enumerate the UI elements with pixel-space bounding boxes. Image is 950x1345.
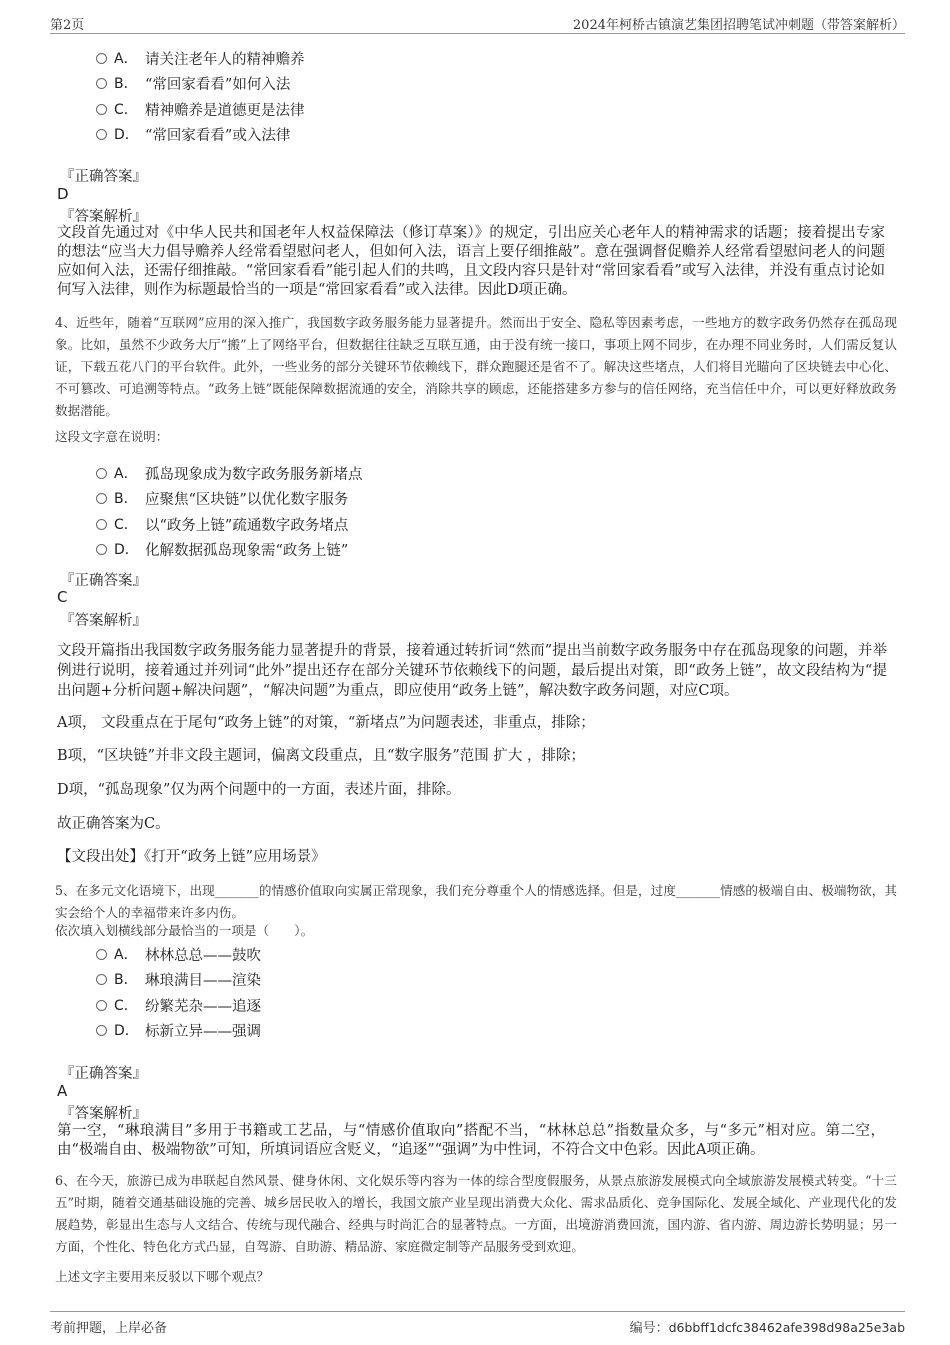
document-title: 2024年柯桥古镇演艺集团招聘笔试冲刺题（带答案解析） <box>572 18 905 33</box>
q3-analysis-label: 『答案解析』 <box>60 209 147 225</box>
q4-source: 【文段出处】《打开“政务上链”应用场景》 <box>57 849 326 865</box>
radio-icon[interactable] <box>96 78 107 89</box>
radio-icon[interactable] <box>96 493 107 504</box>
q6-stem: 6、在今天，旅游已成为串联起自然风景、健身休闲、文化娱乐等内容为一体的综合型度假服务，从景点旅游发展模式向全域旅游发展模式转变。“十三五”时期，随着交通基础设施的完善、城乡居民收入的增长，我国文旅产业呈现出消费大众化、需求品质化、竞争国际化、发展全域化、产业现代化的发展趋势，彰显出生态与人文结合、传统与现代融合、经典与时尚汇合的显著特点。一方面，出境游消费回流，国内游、省内游、周边游长势明显；另一方面，个性化、特色化方式凸显，自驾游、自助游、精品游、家庭微定制等产品服务受到欢迎。 <box>55 1173 897 1254</box>
radio-icon[interactable] <box>96 468 107 479</box>
page-number: 第2页 <box>50 18 85 33</box>
radio-icon[interactable] <box>96 544 107 555</box>
q5-answer-label: 『正确答案』 <box>60 1066 147 1082</box>
q3-analysis: 文段首先通过对《中华人民共和国老年人权益保障法（修订草案）》的规定，引出应关心老年人的精神需求的话题；接着提出专家的想法“应当大力倡导赡养人经常看望慰问老人，但如何入法，语言上要仔细推敲”。意在强调督促赡养人经常看望慰问老人的问题应如何入法，还需仔细推敲。“常回家看看”能引起人们的共鸣，且文段内容只是针对“常回家看看”或写入法律，并没有重点讨论如何写入法律，则作为标题最恰当的一项是“常回家看看”或入法律。因此D项正确。 <box>57 225 885 298</box>
q4-stem: 4、近些年，随着“互联网”应用的深入推广，我国数字政务服务能力显著提升。然而出于安全、隐私等因素考虑，一些地方的数字政务仍然存在孤岛现象。比如，虽然不少政务大厅“搬”上了网络平台，但数据往往缺乏互联互通，由于没有统一接口，事项上网不同步，在办理不同业务时，人们需反复认证，下载五花八门的平台软件。此外，一些业务的部分关键环节依赖线下，群众跑腿还是省不了。解决这些堵点，人们将目光瞄向了区块链去中心化、不可篡改、可追溯等特点。“政务上链”既能保障数据流通的安全，消除共享的顾虑，还能搭建多方参与的信任网络，充当信任中介，可以更好释放政务数据潜能。 <box>55 315 897 418</box>
q3-answer: D <box>57 185 69 203</box>
radio-icon[interactable] <box>96 1025 107 1036</box>
page-header <box>50 12 905 34</box>
radio-icon[interactable] <box>96 974 107 985</box>
radio-icon[interactable] <box>96 949 107 960</box>
q4-answer-label: 『正确答案』 <box>60 573 147 589</box>
page-footer <box>50 1311 905 1335</box>
q4-analysis-para-1: 文段开篇指出我国数字政务服务能力显著提升的背景，接着通过转折词“然而”提出当前数字政务服务中存在孤岛现象的问题，并举例进行说明，接着通过并列词“此外”提出还存在部分关键环节依赖线下的问题，最后提出对策，即“政务上链”，故文段结构为“提出问题+分析问题+解决问题”，“解决问题”为重点，即应使用“政务上链”，解决数字政务问题，对应C项。 <box>57 643 887 699</box>
q4-analysis-para-2: A项， 文段重点在于尾句“政务上链”的对策，“新堵点”为问题表述，非重点，排除； <box>57 715 595 731</box>
q5-prompt: 依次填入划横线部分最恰当的一项是（ ）。 <box>55 923 314 938</box>
footer-slogan: 考前押题，上岸必备 <box>50 1321 168 1336</box>
radio-icon[interactable] <box>96 1000 107 1011</box>
q4-analysis-para-4: D项，“孤岛现象”仅为两个问题中的一方面，表述片面，排除。 <box>57 782 461 798</box>
q4-analysis-para-5: 故正确答案为C。 <box>57 816 170 832</box>
q5-stem: 5、在多元文化语境下，出现_______的情感价值取向实属正常现象，我们充分尊重个人的情感选择。但是，过度_______情感的极端自由、极端物欲，其实会给个人的幸福带来许多内伤。 <box>55 883 897 920</box>
q5-answer: A <box>57 1082 68 1100</box>
q4-analysis-label: 『答案解析』 <box>60 613 147 629</box>
q4-analysis-para-3: B项，“区块链”并非文段主题词，偏离文段重点，且“数字服务”范围 扩大 ，排除； <box>57 748 586 764</box>
q5-analysis-label: 『答案解析』 <box>60 1106 147 1122</box>
radio-icon[interactable] <box>96 129 107 140</box>
radio-icon[interactable] <box>96 53 107 64</box>
document-code: 编号：d6bbff1dcfc38462afe398d98a25e3ab <box>629 1320 905 1336</box>
radio-icon[interactable] <box>96 104 107 115</box>
q4-prompt: 这段文字意在说明： <box>55 429 169 444</box>
q6-prompt: 上述文字主要用来反驳以下哪个观点？ <box>55 1269 270 1284</box>
q5-analysis: 第一空，“琳琅满目”多用于书籍或工艺品，与“情感价值取向”搭配不当，“林林总总”指数量众多，与“多元”相对应。第二空，由“极端自由、极端物欲”可知，所填词语应含贬义，“追逐”“强调”为中性词，不符合文中色彩。因此A项正确。 <box>57 1123 885 1158</box>
q4-answer: C <box>57 588 68 606</box>
q3-answer-label: 『正确答案』 <box>60 169 147 185</box>
radio-icon[interactable] <box>96 519 107 530</box>
